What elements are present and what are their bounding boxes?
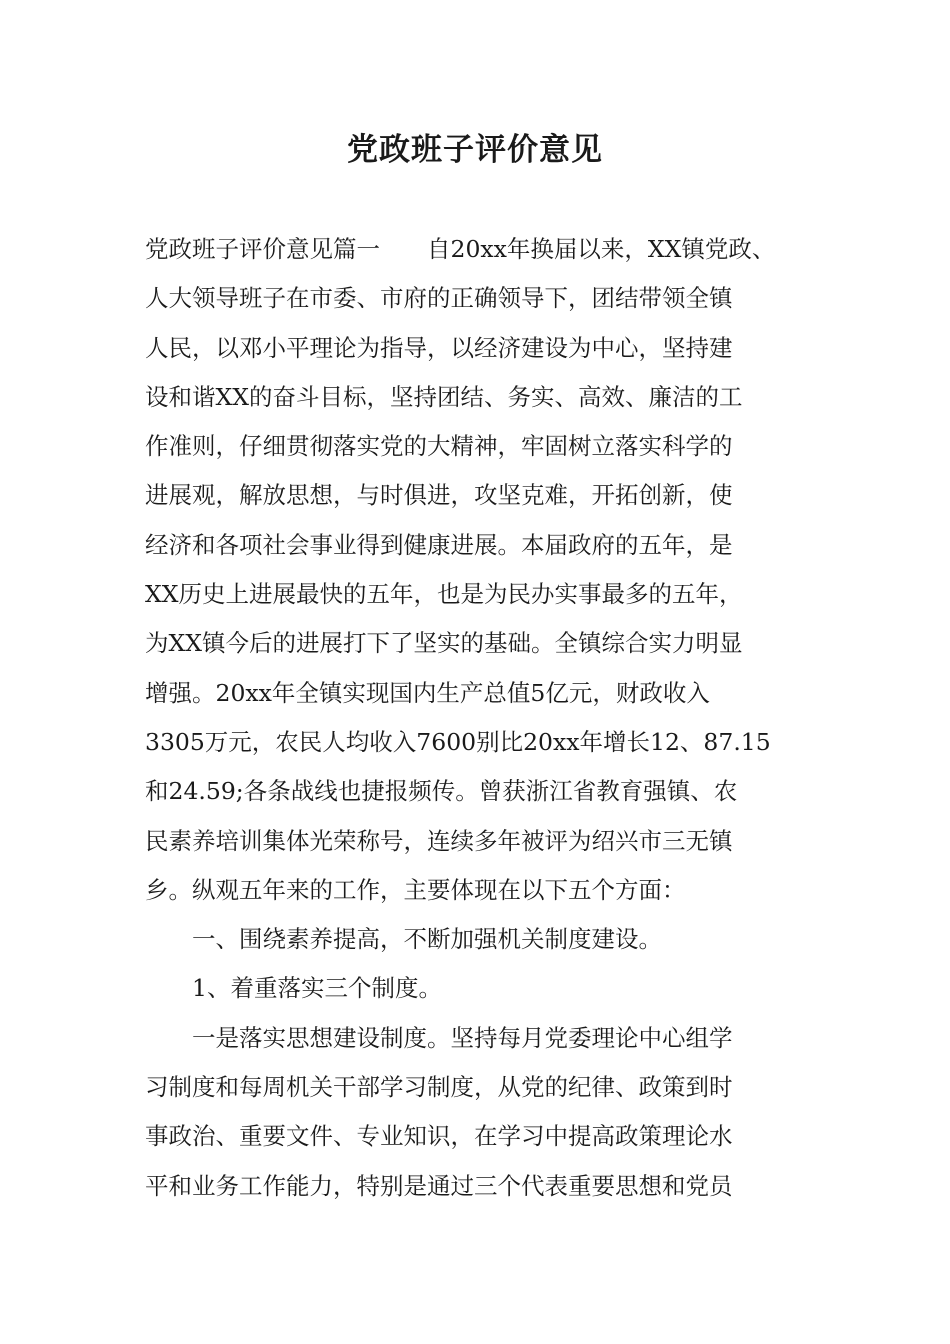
text-line: 人大领导班子在市委、市府的正确领导下，团结带领全镇 — [145, 284, 733, 313]
document-body — [145, 225, 835, 1211]
text-line: 进展观，解放思想，与时俱进，攻坚克难，开拓创新，使 — [145, 481, 733, 510]
document-title: 党政班子评价意见 — [347, 132, 603, 168]
text-line: 设和谐XX的奋斗目标，坚持团结、务实、高效、廉洁的工 — [145, 382, 743, 411]
text-line: 为XX镇今后的进展打下了坚实的基础。全镇综合实力明显 — [145, 629, 743, 658]
text-line: 习制度和每周机关干部学习制度，从党的纪律、政策到时 — [145, 1073, 733, 1102]
text-line: 3305万元，农民人均收入7600别比20xx年增长12、87.15 — [145, 727, 771, 756]
text-line: 1、着重落实三个制度。 — [192, 974, 442, 1003]
text-line: XX历史上进展最快的五年，也是为民办实事最多的五年， — [145, 580, 743, 609]
text-line: 一是落实思想建设制度。坚持每月党委理论中心组学 — [192, 1023, 733, 1052]
text-line: 平和业务工作能力，特别是通过三个代表重要思想和党员 — [145, 1171, 733, 1200]
text-line: 增强。20xx年全镇实现国内生产总值5亿元，财政收入 — [145, 678, 710, 707]
text-line: 乡。纵观五年来的工作，主要体现在以下五个方面： — [145, 875, 686, 904]
text-line: 事政治、重要文件、专业知识，在学习中提高政策理论水 — [145, 1122, 733, 1151]
text-line: 民素养培训集体光荣称号，连续多年被评为绍兴市三无镇 — [145, 826, 733, 855]
text-line: 经济和各项社会事业得到健康进展。本届政府的五年，是 — [145, 530, 733, 559]
text-line: 作准则，仔细贯彻落实党的大精神，牢固树立落实科学的 — [145, 432, 733, 461]
text-line: 党政班子评价意见篇一 自20xx年换届以来，XX镇党政、 — [145, 235, 776, 263]
text-line: 一、围绕素养提高，不断加强机关制度建设。 — [192, 925, 662, 954]
text-line: 人民，以邓小平理论为指导，以经济建设为中心，坚持建 — [145, 333, 733, 362]
text-line: 和24.59;各条战线也捷报频传。曾获浙江省教育强镇、农 — [145, 777, 738, 806]
